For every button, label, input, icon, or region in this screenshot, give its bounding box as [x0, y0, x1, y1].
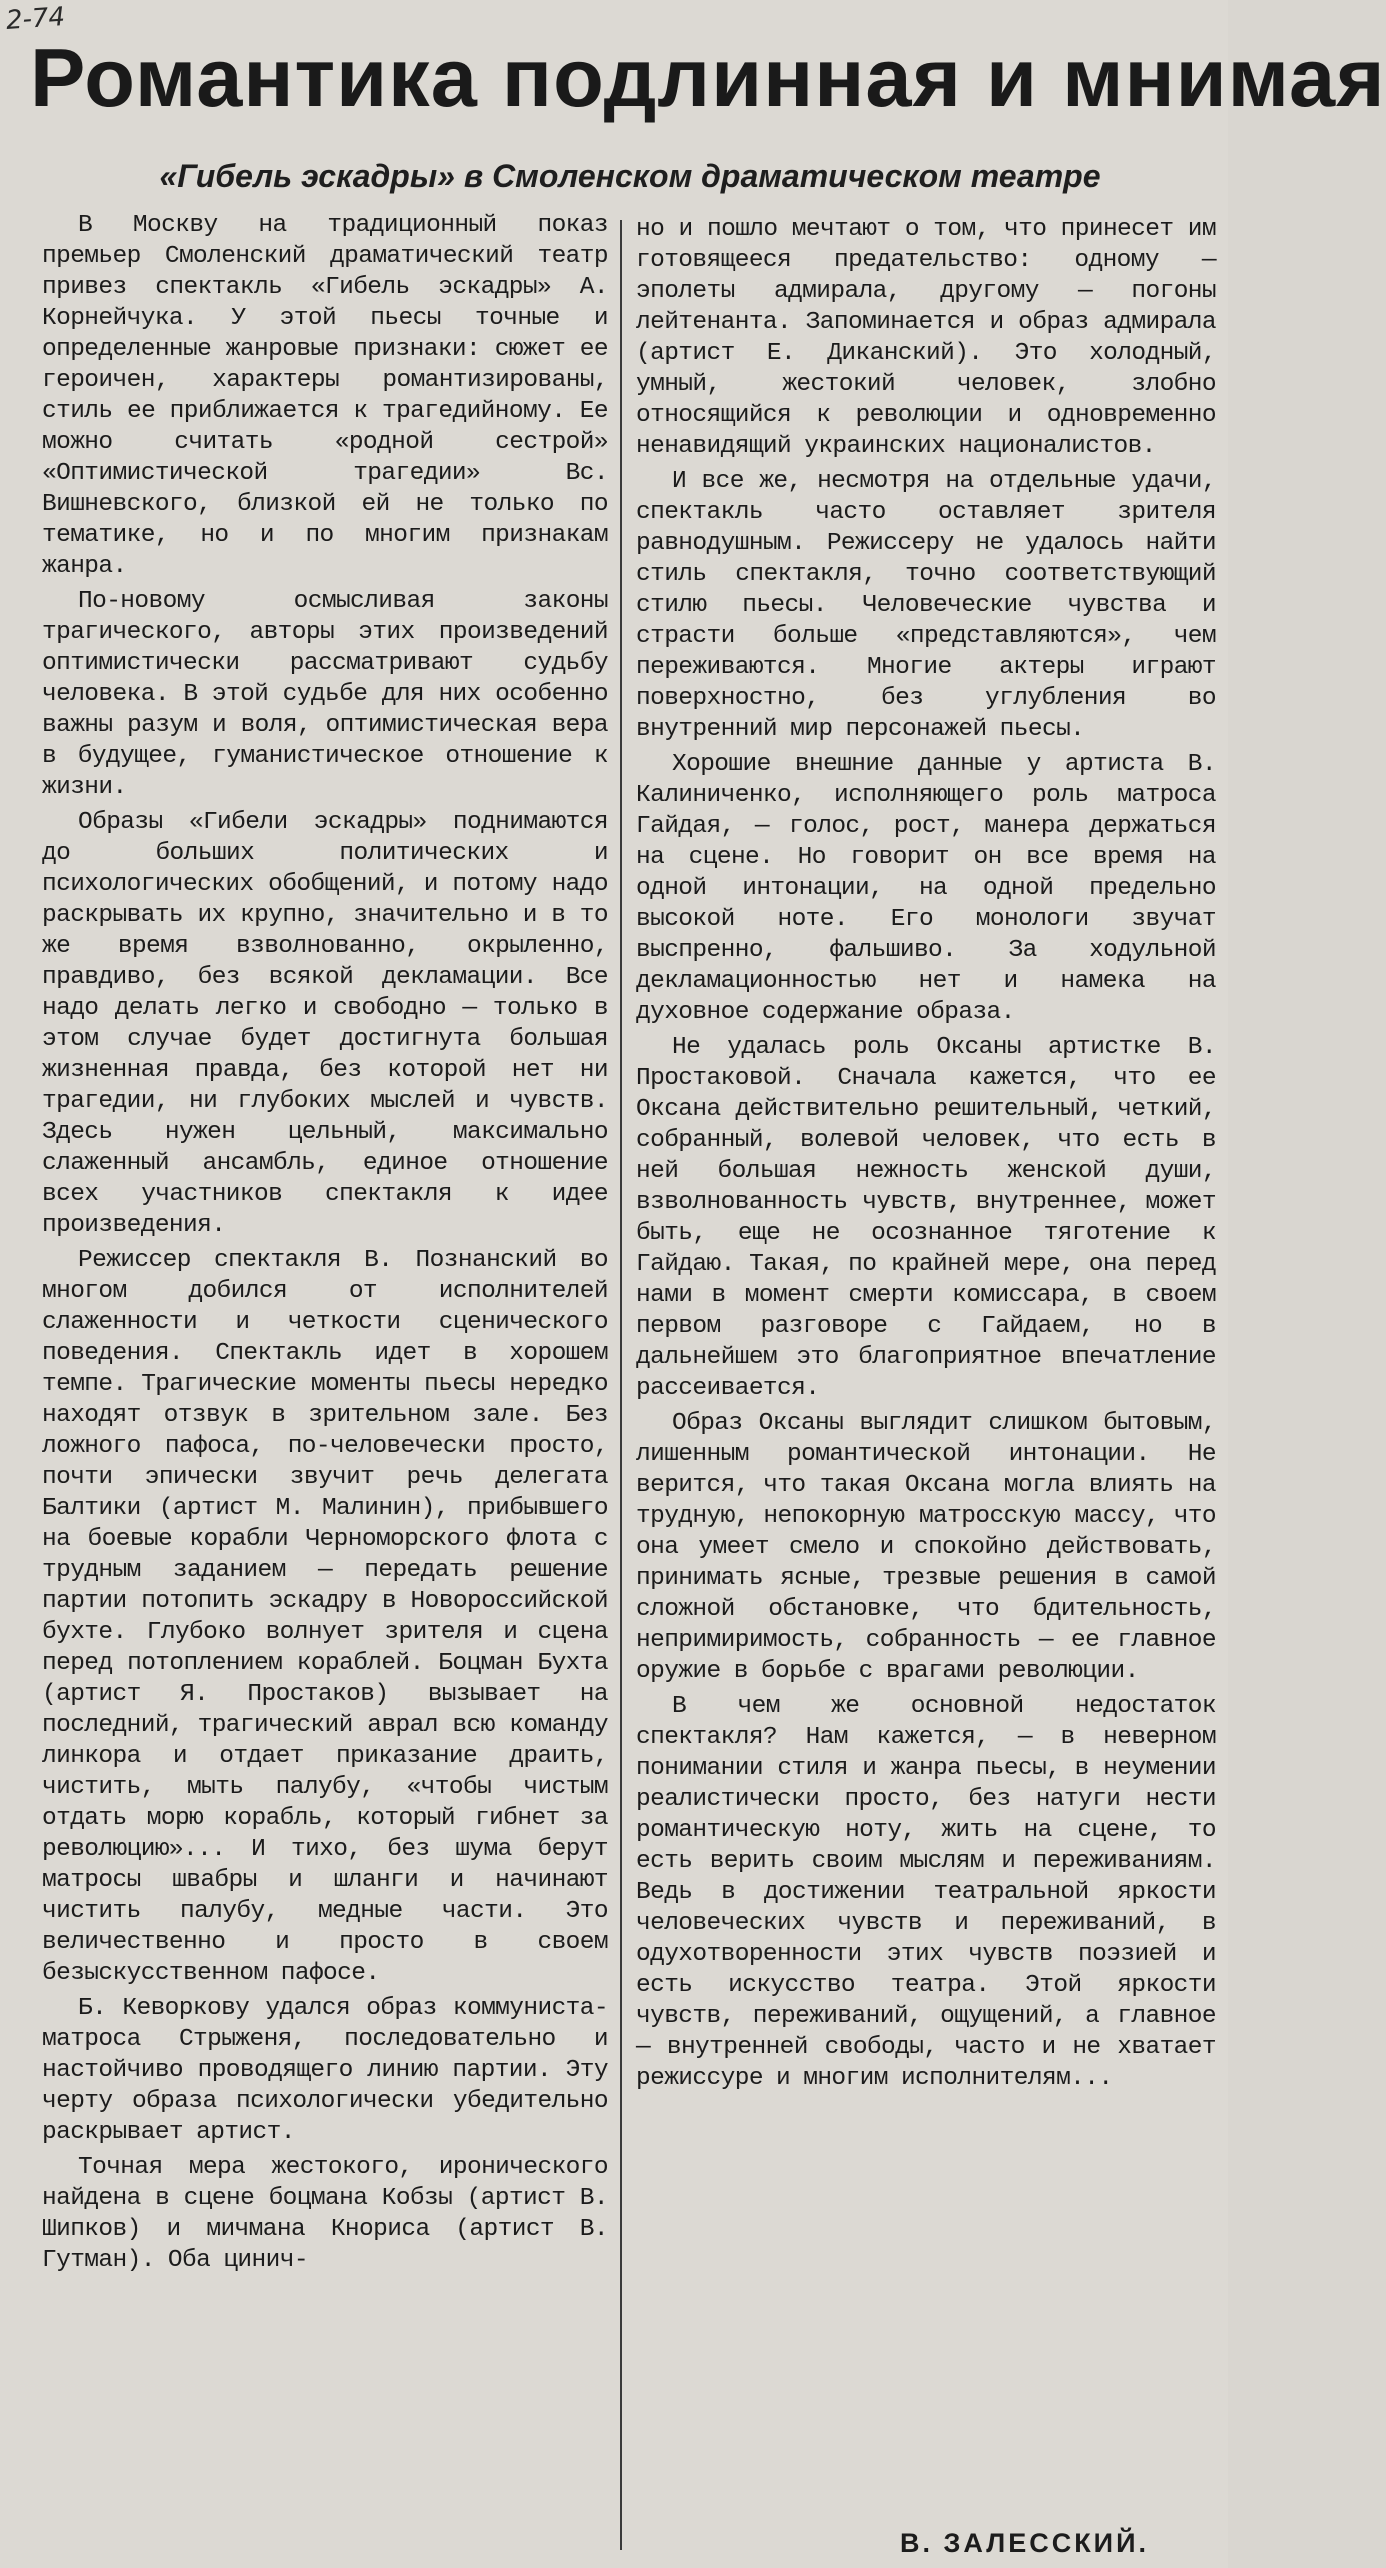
paragraph: Хорошие внешние данные у артиста В. Калиниченко, исполняющего роль матроса Гайдая, — голос, рост, манера держаться на сцене. Но говорит он все время на одной интонации, на одной предельно высокой ноте. Его монологи звучат выспренно, фальшиво. За ходульной декламационностью нет и намека на духовное содержание образа. [636, 751, 1216, 1026]
handwritten-note: 2-74 [5, 1, 66, 37]
paragraph: По-новому осмысливая законы трагического, авторы этих произведений оптимистически рассматривают судьбу человека. В этой судьбе для них особенно важны разум и воля, оптимистическая вера в будущее, гуманистическое отношение к жизни. [42, 588, 608, 801]
column-left [42, 210, 608, 2280]
author-signature: В. ЗАЛЕССКИЙ. [900, 2528, 1149, 2558]
paragraph-continued: но и пошло мечтают о том, что принесет им готовящееся предательство: одному — эполеты адмирала, другому — погоны лейтенанта. Запоминается и образ адмирала (артист Е. Диканский). Это холодный, умный, жестокий человек, злобно относящийся к революции и одновременно ненавидящий украинских националистов. [636, 216, 1216, 460]
paragraph: В чем же основной недостаток спектакля? Нам кажется, — в неверном понимании стиля и жанра пьесы, в неумении реалистически просто, без натуги нести романтическую ноту, жить на сцене, то есть верить своим мыслям и переживаниям. Ведь в достижении театральной яркости человеческих чувств и переживаний, в одухотворенности этих чувств поэзией и есть искусство театра. Этой яркости чувств, переживаний, ощущений, а главное — внутренней свободы, часто и не хватает режиссуре и многим исполнителям... [636, 1693, 1216, 2092]
paragraph: И все же, несмотря на отдельные удачи, спектакль часто оставляет зрителя равнодушным. Режиссеру не удалось найти стиль спектакля, точно соответствующий стилю пьесы. Человеческие чувства и страсти больше «представляются», чем переживаются. Многие актеры играют поверхностно, без углубления во внутренний мир персонажей пьесы. [636, 468, 1216, 743]
paragraph: Образы «Гибели эскадры» поднимаются до больших политических и психологических обобщений, и потому надо раскрывать их крупно, значительно и в то же время взволнованно, окрыленно, правдиво, без всякой декламации. Все надо делать легко и свободно — только в этом случае будет достигнута большая жизненная правда, без которой нет ни трагедии, ни глубоких мыслей и чувств. Здесь нужен цельный, максимально слаженный ансамбль, единое отношение всех участников спектакля к идее произведения. [42, 809, 608, 1239]
paragraph: Не удалась роль Оксаны артистке В. Простаковой. Сначала кажется, что ее Оксана действительно решительный, четкий, собранный, волевой человек, что есть в ней большая нежность женской души, взволнованность чувств, внутреннее, может быть, еще не осознанное тяготение к Гайдаю. Такая, по крайней мере, она перед нами в момент смерти комиссара, в своем первом разговоре с Гайдаем, но в дальнейшем это благоприятное впечатление рассеивается. [636, 1034, 1216, 1402]
paragraph: Точная мера жестокого, иронического найдена в сцене боцмана Кобзы (артист В. Шипков) и мичмана Кнориса (артист В. Гутман). Оба цинич- [42, 2154, 608, 2274]
paragraph: Образ Оксаны выглядит слишком бытовым, лишенным романтической интонации. Не верится, что такая Оксана могла влиять на трудную, непокорную матросскую массу, что она умеет смело и спокойно действовать, принимать ясные, трезвые решения в самой сложной обстановке, что бдительность, непримиримость, собранность — ее главное оружие в борьбе с врагами революции. [636, 1410, 1216, 1685]
article-subtitle: «Гибель эскадры» в Смоленском драматическом театре [159, 158, 1101, 194]
paragraph: Режиссер спектакля В. Познанский во многом добился от исполнителей слаженности и четкости сценического поведения. Спектакль идет в хорошем темпе. Трагические моменты пьесы нередко находят отзвук в зрительном зале. Без ложного пафоса, по-человечески просто, почти эпически звучит речь делегата Балтики (артист М. Малинин), прибывшего на боевые корабли Черноморского флота с трудным заданием — передать решение партии потопить эскадру в Новороссийской бухте. Глубоко волнует зрителя и сцена перед потоплением кораблей. Боцман Бухта (артист Я. Простаков) вызывает на последний, трагический аврал всю команду линкора и отдает приказание драить, чистить, мыть палубу, «чтобы чистым отдать морю корабль, который гибнет за революцию»... И тихо, без шума берут матросы швабры и шланги и начинают чистить палубу, медные части. Это величественно и просто в своем безыскусственном пафосе. [42, 1247, 608, 1987]
column-right [636, 214, 1216, 2098]
column-divider [620, 220, 622, 2550]
article-title: Романтика подлинная и мнимая [30, 31, 1386, 124]
paragraph: Б. Кеворкову удался образ коммуниста-матроса Стрыженя, последовательно и настойчиво проводящего линию партии. Эту черту образа психологически убедительно раскрывает артист. [42, 1995, 608, 2146]
paragraph: В Москву на традиционный показ премьер Смоленский драматический театр привез спектакль «Гибель эскадры» А. Корнейчука. У этой пьесы точные и определенные жанровые признаки: сюжет ее героичен, характеры романтизированы, стиль ее приближается к трагедийному. Ее можно считать «родной сестрой» «Оптимистической трагедии» Вс. Вишневского, близкой ей не только по тематике, но и по многим признакам жанра. [42, 212, 608, 580]
